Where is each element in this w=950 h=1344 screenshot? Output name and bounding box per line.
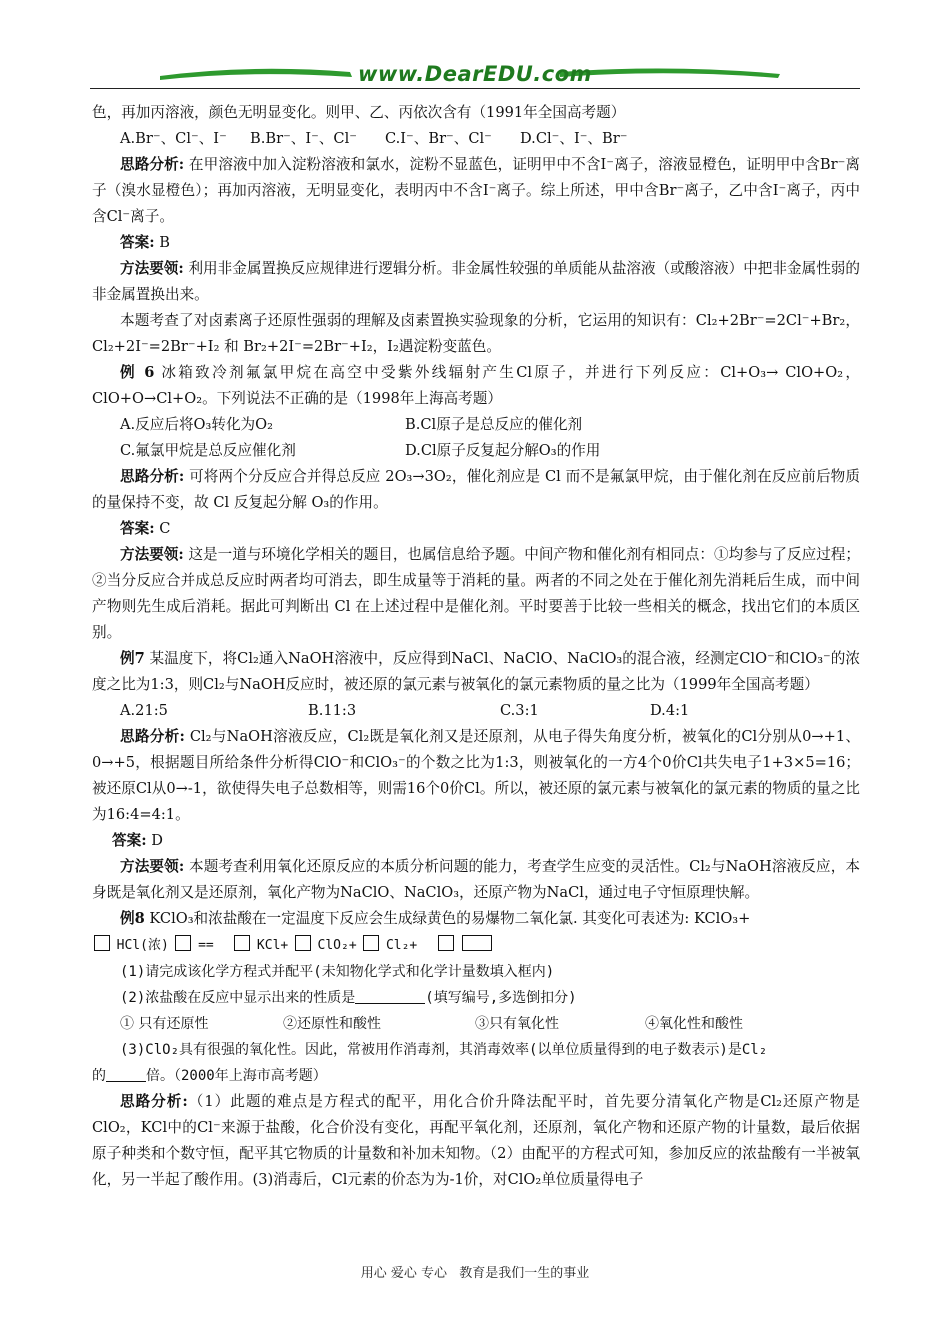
question-2-note: (填写编号,多选倒扣分) bbox=[425, 990, 577, 1006]
example-8-label: 例8 bbox=[120, 910, 145, 927]
example-6-option-b: B.Cl原子是总反应的催化剂 bbox=[405, 416, 583, 433]
question-3: (3)ClO₂具有很强的氧化性。因此，常被用作消毒剂，其消毒效率(以单位质量得到的电子数表示)是Cl₂ bbox=[120, 1042, 768, 1058]
method-paragraph bbox=[92, 542, 860, 646]
question-2-option-1: ① 只有还原性 bbox=[120, 1016, 209, 1032]
example-6 bbox=[92, 360, 860, 412]
option-a: A.Br⁻、Cl⁻、I⁻ bbox=[120, 130, 227, 147]
analysis-paragraph bbox=[92, 152, 860, 230]
coefficient-box[interactable] bbox=[94, 935, 110, 951]
paragraph-continued: 色，再加丙溶液，颜色无明显变化。则甲、乙、丙依次含有（1991年全国高考题） bbox=[92, 104, 626, 121]
analysis-label: 思路分析: bbox=[120, 1093, 188, 1110]
method-text: 利用非金属置换反应规律进行逻辑分析。非金属性较强的单质能从盐溶液（或酸溶液）中把非金属性弱的非金属置换出来。 bbox=[92, 260, 860, 303]
answer-label: 答案: bbox=[112, 832, 147, 849]
option-b: B.Br⁻、I⁻、Cl⁻ bbox=[250, 130, 357, 147]
equation-arrow: == bbox=[198, 938, 214, 953]
example-8-text: KClO₃和浓盐酸在一定温度下反应会生成绿黄色的易爆物二氧化氯. 其变化可表述为: KClO₃+ bbox=[144, 910, 751, 927]
question-2-options bbox=[92, 1011, 860, 1037]
header-divider bbox=[90, 88, 860, 89]
analysis-text: Cl₂与NaOH溶液反应，Cl₂既是氧化剂又是还原剂，从电子得失角度分析，被氧化的Cl分别从0→+1、0→+5，根据题目所给条件分析得ClO⁻和ClO₃⁻的个数之比为1:3，则被氧化的一方4个0价Cl共失电子1+3×5=16；被还原Cl从0→-1，欲使得失电子总数相等，则需16个0价Cl。所以，被还原的氯元素与被氧化的氯元素的物质的量之比为16:4=4:1。 bbox=[92, 728, 861, 823]
example-7-text: 某温度下，将Cl₂通入NaOH溶液中，反应得到NaCl、NaClO、NaClO₃的混合液，经测定ClO⁻和ClO₃⁻的浓度之比为1:3，则Cl₂与NaOH反应时，被还原的氯元素与被氧化的氯元素物质的量之比为（1999年全国高考题） bbox=[92, 650, 861, 693]
example-7-label: 例7 bbox=[120, 650, 145, 667]
example-7-options-row bbox=[92, 698, 860, 724]
example-6-option-a: A.反应后将O₃转化为O₂ bbox=[120, 416, 273, 433]
question-2-option-4: ④氧化性和酸性 bbox=[645, 1016, 743, 1032]
analysis-paragraph bbox=[92, 464, 860, 516]
question-2 bbox=[92, 985, 860, 1011]
question-2-option-3: ③只有氧化性 bbox=[475, 1016, 559, 1032]
answer-paragraph bbox=[92, 516, 860, 542]
method-text: 本题考查利用氧化还原反应的本质分析问题的能力，考查学生应变的灵活性。Cl₂与NaOH溶液反应，本身既是氧化剂又是还原剂，氧化产物为NaClO、NaClO₃，还原产物为NaCl，通过电子守恒原理快解。 bbox=[92, 858, 860, 901]
example-7-option-c: C.3:1 bbox=[500, 702, 539, 719]
equation-term: HCl(浓) bbox=[116, 938, 169, 953]
method-paragraph bbox=[92, 854, 860, 906]
example-6-options-row-2 bbox=[92, 438, 860, 464]
method-label: 方法要领: bbox=[120, 546, 184, 563]
answer-label: 答案: bbox=[120, 234, 155, 251]
unknown-product-box[interactable] bbox=[462, 935, 492, 951]
answer-label: 答案: bbox=[120, 520, 155, 537]
analysis-paragraph bbox=[92, 1089, 860, 1193]
example-8 bbox=[92, 906, 860, 932]
footer-slogan: 用心 爱心 专心 bbox=[360, 1266, 448, 1281]
equation-term: ClO₂+ bbox=[317, 938, 357, 953]
answer-paragraph bbox=[92, 828, 860, 854]
answer-blank[interactable] bbox=[355, 989, 425, 1004]
example-7-option-b: B.11:3 bbox=[308, 702, 357, 719]
option-c: C.I⁻、Br⁻、Cl⁻ bbox=[385, 130, 492, 147]
analysis-text: （1）此题的难点是方程式的配平，用化合价升降法配平时，首先要分清氧化产物是Cl₂还原产物是ClO₂，KCl中的Cl⁻来源于盐酸，化合价没有变化，再配平氧化剂，还原剂，氧化产物和还原产物的计量数，最后依据原子种类和个数守恒，配平其它物质的计量数和补加未知物。（2）由配平的方程式可知，参加反应的浓盐酸有一半被氧化，另一半起了酸作用。(3)消毒后，Cl元素的价态为为-1价，对ClO₂单位质量得电子 bbox=[92, 1093, 860, 1188]
analysis-label: 思路分析: bbox=[120, 728, 185, 745]
coefficient-box[interactable] bbox=[438, 935, 454, 951]
question-3-continued bbox=[92, 1063, 860, 1089]
coefficient-box[interactable] bbox=[234, 935, 250, 951]
analysis-text: 可将两个分反应合并得总反应 2O₃→3O₂，催化剂应是 Cl 而不是氟氯甲烷，由于催化剂在反应前后物质的量保持不变，故 Cl 反复起分解 O₃的作用。 bbox=[92, 468, 860, 511]
analysis-text: 在甲溶液中加入淀粉溶液和氯水，淀粉不显蓝色，证明甲中不含I⁻离子，溶液显橙色，证明甲中含Br⁻离子（溴水显橙色）；再加丙溶液，无明显变化，表明丙中不含I⁻离子。综上所述，甲中含Br⁻离子，乙中含I⁻离子，丙中含Cl⁻离子。 bbox=[92, 156, 860, 225]
answer-text: B bbox=[154, 234, 170, 251]
options-row bbox=[92, 126, 860, 152]
answer-blank[interactable] bbox=[106, 1067, 146, 1082]
method-label: 方法要领: bbox=[120, 858, 185, 875]
coefficient-box[interactable] bbox=[363, 935, 379, 951]
example-6-options-row-1 bbox=[92, 412, 860, 438]
example-6-option-d: D.Cl原子反复起分解O₃的作用 bbox=[405, 442, 601, 459]
question-3-text: 的 bbox=[92, 1068, 106, 1084]
question-2-option-2: ②还原性和酸性 bbox=[283, 1016, 381, 1032]
page-header bbox=[90, 58, 860, 92]
footer-motto: 教育是我们一生的事业 bbox=[459, 1266, 590, 1281]
answer-text: C bbox=[154, 520, 171, 537]
summary-paragraph: 本题考查了对卤素离子还原性强弱的理解及卤素置换实验现象的分析，它运用的知识有：Cl₂+2Br⁻=2Cl⁻+Br₂，Cl₂+2I⁻=2Br⁻+I₂ 和 Br₂+2I⁻=2Br⁻+I₂，I₂遇淀粉变蓝色。 bbox=[92, 312, 860, 355]
answer-paragraph bbox=[92, 230, 860, 256]
example-6-text: 冰箱致冷剂氟氯甲烷在高空中受紫外线辐射产生Cl原子，并进行下列反应：Cl+O₃→ ClO+O₂，ClO+O→Cl+O₂。下列说法不正确的是（1998年上海高考题） bbox=[92, 364, 860, 407]
site-logo: www.DearEDU.com bbox=[357, 62, 593, 86]
method-paragraph bbox=[92, 256, 860, 308]
document-body bbox=[92, 100, 860, 1193]
answer-text: D bbox=[146, 832, 163, 849]
example-7-option-a: A.21:5 bbox=[120, 702, 168, 719]
equation-term: KCl+ bbox=[256, 938, 289, 953]
example-7 bbox=[92, 646, 860, 698]
coefficient-box[interactable] bbox=[295, 935, 311, 951]
example-6-option-c: C.氟氯甲烷是总反应催化剂 bbox=[120, 442, 296, 459]
analysis-paragraph bbox=[92, 724, 860, 828]
method-text: 这是一道与环境化学相关的题目，也属信息给予题。中间产物和催化剂有相同点：①均参与了反应过程；②当分反应合并成总反应时两者均可消去，即生成量等于消耗的量。两者的不同之处在于催化剂先消耗后生成，而中间产物则先生成后消耗。据此可判断出 Cl 在上述过程中是催化剂。平时要善于比较一些相关的概念，找出它们的本质区别。 bbox=[92, 546, 860, 641]
example-7-option-d: D.4:1 bbox=[650, 702, 690, 719]
example-6-label: 例 6 bbox=[120, 364, 155, 381]
question-3-source: 倍。（2000年上海市高考题） bbox=[146, 1068, 327, 1084]
equation-term: Cl₂+ bbox=[385, 938, 418, 953]
example-8-equation bbox=[92, 932, 860, 959]
question-1: (1)请完成该化学方程式并配平(未知物化学式和化学计量数填入框内) bbox=[120, 964, 555, 980]
coefficient-box[interactable] bbox=[175, 935, 191, 951]
option-d: D.Cl⁻、I⁻、Br⁻ bbox=[520, 130, 628, 147]
page-footer bbox=[0, 1262, 950, 1281]
method-label: 方法要领: bbox=[120, 260, 184, 277]
analysis-label: 思路分析: bbox=[120, 468, 185, 485]
question-2-text: (2)浓盐酸在反应中显示出来的性质是 bbox=[120, 990, 356, 1006]
analysis-label: 思路分析: bbox=[120, 156, 185, 173]
